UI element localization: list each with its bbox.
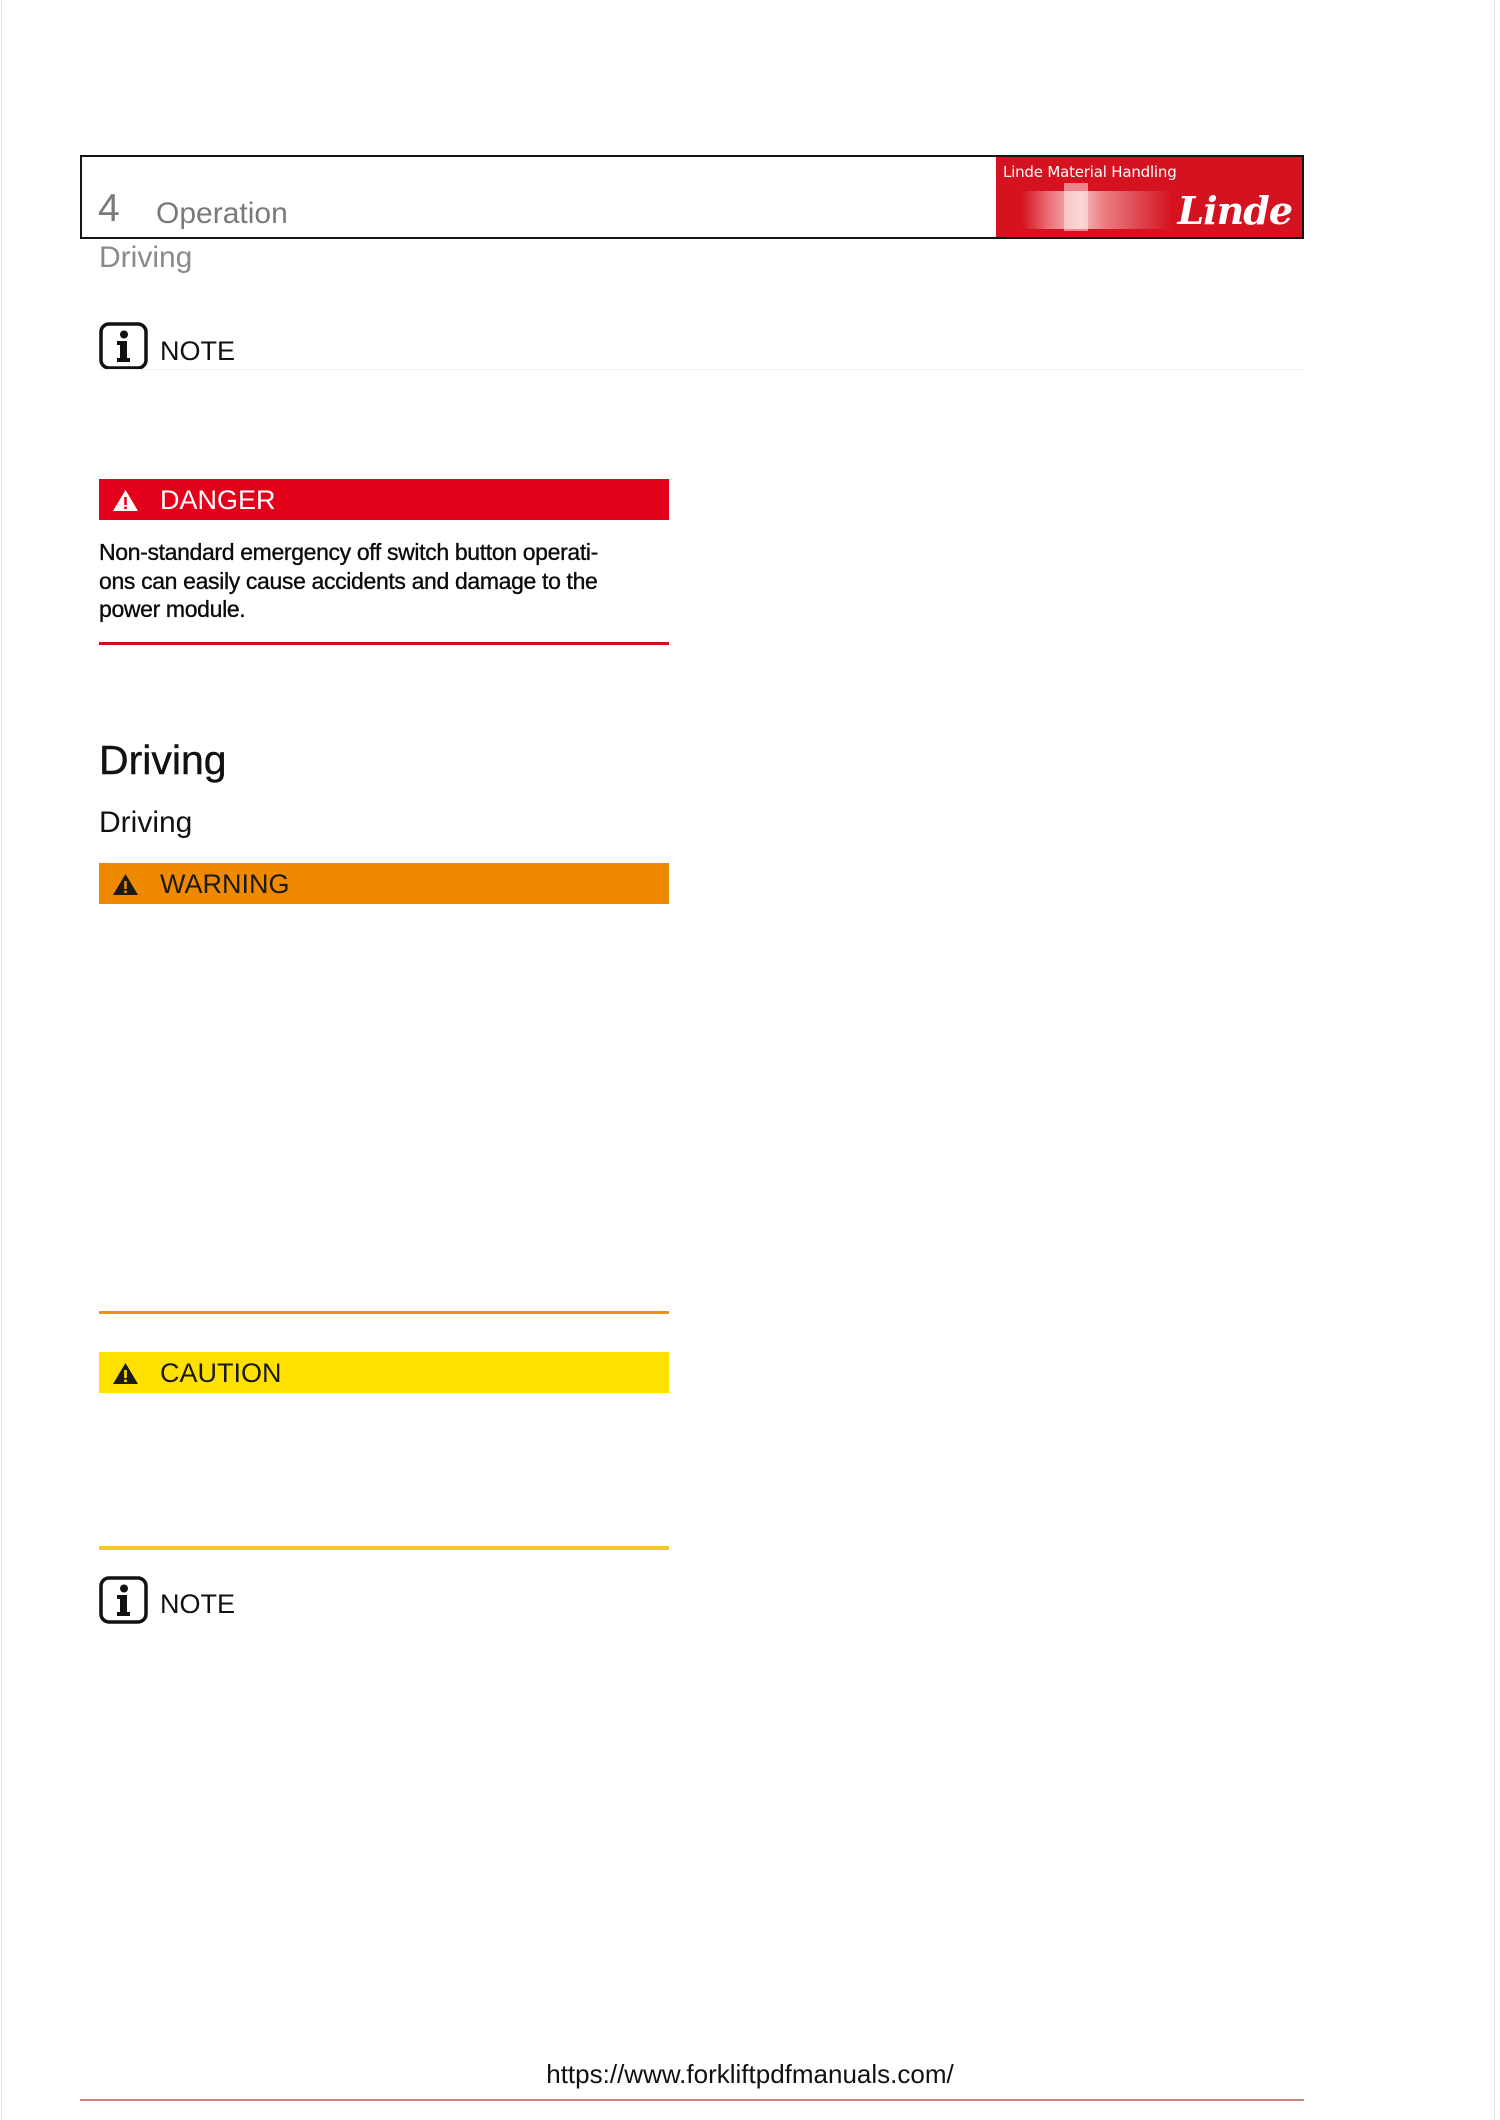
note-top <box>99 322 148 375</box>
note-divider <box>99 369 1304 370</box>
section-subheading: Driving <box>99 806 193 839</box>
info-icon <box>99 1576 148 1624</box>
caution-label: CAUTION <box>160 1358 282 1388</box>
warning-rule <box>99 1311 669 1314</box>
warning-triangle-icon <box>112 1362 139 1385</box>
danger-rule <box>99 642 669 645</box>
danger-message-line: Non-standard emergency off switch button operati- <box>99 539 598 565</box>
danger-message-line: ons can easily cause accidents and damage to the <box>99 567 598 594</box>
warning-triangle-icon <box>112 489 139 512</box>
running-section-title: Driving <box>99 241 193 274</box>
note-label: NOTE <box>160 336 236 366</box>
warning-banner <box>99 863 669 904</box>
brand-logo-panel <box>996 157 1302 237</box>
caution-rule <box>99 1546 669 1550</box>
section-heading: Driving <box>99 737 227 783</box>
danger-message-line: power module. <box>99 596 246 622</box>
footer-url-link[interactable]: https://www.forkliftpdfmanuals.com/ <box>546 2059 954 2089</box>
brand-decoration <box>1022 191 1172 229</box>
footer-rule <box>80 2099 1304 2101</box>
note-bottom <box>99 1576 148 1629</box>
chapter-number: 4 <box>98 187 120 230</box>
linde-logo: Linde <box>1177 188 1292 233</box>
warning-triangle-icon <box>112 873 139 896</box>
brand-decoration-block <box>1064 183 1088 231</box>
page-border <box>1 0 1495 2120</box>
brand-tagline: Linde Material Handling <box>1003 163 1177 181</box>
caution-banner <box>99 1352 669 1393</box>
warning-label: WARNING <box>160 869 290 899</box>
danger-message <box>99 538 699 624</box>
note-label: NOTE <box>160 1589 236 1619</box>
chapter-title: Operation <box>156 197 288 230</box>
danger-label: DANGER <box>160 485 276 515</box>
info-icon <box>99 322 148 370</box>
danger-banner <box>99 479 669 520</box>
